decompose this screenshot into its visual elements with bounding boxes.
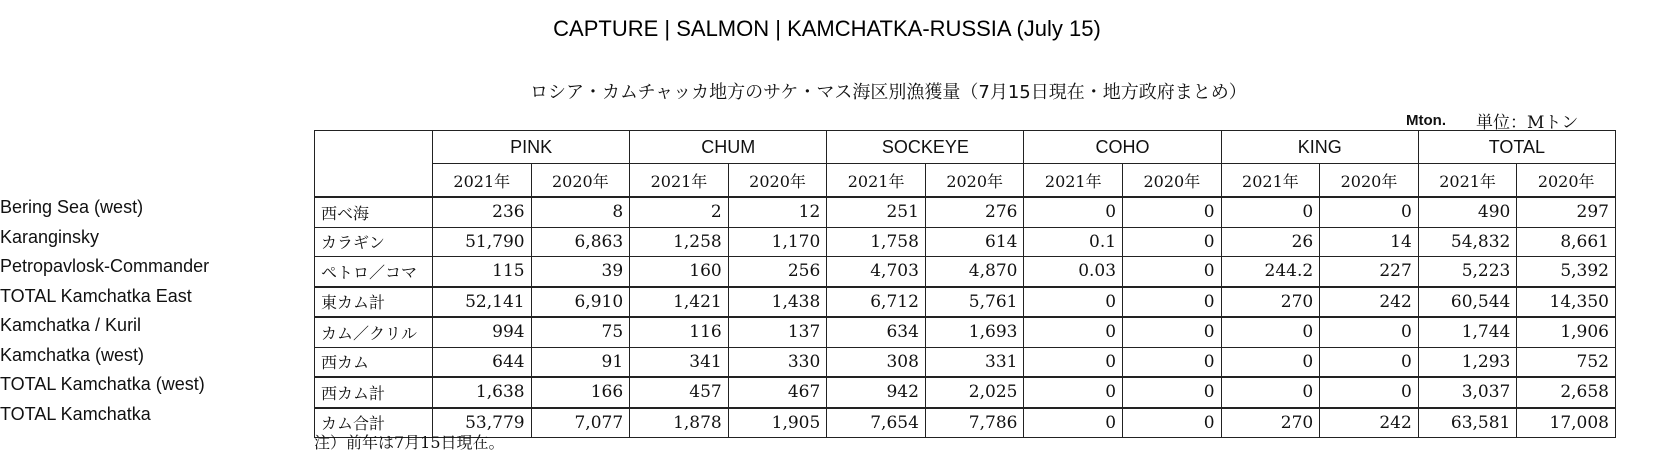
table-cell: 270: [1221, 287, 1320, 318]
species-header-sockeye: SOCKEYE: [827, 131, 1024, 164]
table-row: [315, 257, 1616, 287]
table-cell: 4,870: [925, 257, 1024, 287]
row-label-en: TOTAL Kamchatka: [0, 403, 151, 424]
table-cell: 7,786: [925, 408, 1024, 438]
year-header: 2020年: [531, 164, 630, 198]
table-cell: 251: [827, 197, 926, 227]
table-cell: 1,170: [728, 227, 827, 257]
table-row: [315, 347, 1616, 377]
year-header: 2021年: [1418, 164, 1517, 198]
table-cell: 1,905: [728, 408, 827, 438]
table-cell: 0: [1320, 347, 1419, 377]
year-header-row: [315, 164, 1616, 198]
table-cell: 14,350: [1517, 287, 1616, 318]
table-cell: 0: [1221, 317, 1320, 347]
table-cell: 0: [1024, 197, 1123, 227]
table-cell: 51,790: [433, 227, 532, 257]
unit-label-jp: 単位：Mトン: [1476, 113, 1579, 133]
table-cell: 17,008: [1517, 408, 1616, 438]
table-row: [315, 287, 1616, 318]
table-cell: 752: [1517, 347, 1616, 377]
row-label-jp: ペトロ／コマ: [315, 257, 433, 287]
table-cell: 0: [1123, 287, 1222, 318]
table-cell: 91: [531, 347, 630, 377]
table-row: [315, 197, 1616, 227]
year-header: 2021年: [630, 164, 729, 198]
table-row: [315, 408, 1616, 438]
table-cell: 0: [1221, 377, 1320, 408]
table-cell: 53,779: [433, 408, 532, 438]
table-cell: 2,658: [1517, 377, 1616, 408]
table-body: [315, 197, 1616, 438]
table-cell: 1,421: [630, 287, 729, 318]
footnote: 注）前年は7月15日現在。: [314, 433, 505, 452]
catch-table: [314, 130, 1616, 438]
table-cell: 1,878: [630, 408, 729, 438]
table-cell: 6,910: [531, 287, 630, 318]
table-cell: 0: [1320, 197, 1419, 227]
table-cell: 341: [630, 347, 729, 377]
corner-cell: [315, 131, 433, 198]
table-cell: 297: [1517, 197, 1616, 227]
table-cell: 457: [630, 377, 729, 408]
table-cell: 942: [827, 377, 926, 408]
table-cell: 0: [1024, 408, 1123, 438]
table-cell: 0: [1221, 197, 1320, 227]
table-cell: 0: [1320, 377, 1419, 408]
table-cell: 7,654: [827, 408, 926, 438]
species-header-row: [315, 131, 1616, 164]
row-label-jp: カム／クリル: [315, 317, 433, 347]
year-header: 2021年: [827, 164, 926, 198]
table-cell: 8: [531, 197, 630, 227]
year-header: 2021年: [1221, 164, 1320, 198]
table-cell: 5,223: [1418, 257, 1517, 287]
table-cell: 1,693: [925, 317, 1024, 347]
species-header-coho: COHO: [1024, 131, 1221, 164]
table-cell: 644: [433, 347, 532, 377]
table-cell: 160: [630, 257, 729, 287]
table-cell: 1,438: [728, 287, 827, 318]
table-cell: 0.03: [1024, 257, 1123, 287]
row-label-en: Bering Sea (west): [0, 197, 144, 217]
table-cell: 244.2: [1221, 257, 1320, 287]
species-header-pink: PINK: [433, 131, 630, 164]
row-label-jp: カム合計: [315, 408, 433, 438]
row-label-en: Karanginsky: [0, 226, 100, 247]
table-cell: 242: [1320, 287, 1419, 318]
table-cell: 0: [1024, 317, 1123, 347]
table-cell: 60,544: [1418, 287, 1517, 318]
table-cell: 0: [1024, 377, 1123, 408]
table-cell: 0: [1123, 347, 1222, 377]
table-cell: 0: [1123, 257, 1222, 287]
table-cell: 75: [531, 317, 630, 347]
table-cell: 63,581: [1418, 408, 1517, 438]
table-cell: 7,077: [531, 408, 630, 438]
table-cell: 0: [1123, 377, 1222, 408]
table-cell: 490: [1418, 197, 1517, 227]
table-cell: 2: [630, 197, 729, 227]
table-cell: 137: [728, 317, 827, 347]
table-cell: 166: [531, 377, 630, 408]
table-cell: 0: [1123, 227, 1222, 257]
table-cell: 1,906: [1517, 317, 1616, 347]
row-label-en: Kamchatka / Kuril: [0, 315, 142, 335]
table-cell: 115: [433, 257, 532, 287]
row-label-en: Kamchatka (west): [0, 344, 145, 365]
table-cell: 242: [1320, 408, 1419, 438]
table-cell: 1,258: [630, 227, 729, 257]
table-cell: 5,761: [925, 287, 1024, 318]
table-cell: 0: [1320, 317, 1419, 347]
table-cell: 6,863: [531, 227, 630, 257]
table-cell: 3,037: [1418, 377, 1517, 408]
table-cell: 0: [1221, 347, 1320, 377]
table-cell: 227: [1320, 257, 1419, 287]
table-cell: 276: [925, 197, 1024, 227]
table-row: [315, 377, 1616, 408]
unit-label-en: Mton.: [1406, 112, 1446, 129]
table-cell: 0.1: [1024, 227, 1123, 257]
table-cell: 2,025: [925, 377, 1024, 408]
table-cell: 467: [728, 377, 827, 408]
table-cell: 1,638: [433, 377, 532, 408]
row-label-jp: 東カム計: [315, 287, 433, 318]
table-cell: 614: [925, 227, 1024, 257]
table-row: [315, 317, 1616, 347]
table-row: [315, 227, 1616, 257]
row-label-en: TOTAL Kamchatka (west): [0, 374, 205, 394]
row-labels-en: [0, 193, 300, 429]
page-title: CAPTURE | SALMON | KAMCHATKA-RUSSIA (July 15): [553, 16, 1101, 41]
table-cell: 0: [1123, 408, 1222, 438]
table-cell: 236: [433, 197, 532, 227]
table-cell: 1,758: [827, 227, 926, 257]
row-label-jp: 西カム: [315, 347, 433, 377]
row-label-en: TOTAL Kamchatka East: [0, 285, 192, 306]
table-cell: 52,141: [433, 287, 532, 318]
row-label-jp: カラギン: [315, 227, 433, 257]
table-cell: 256: [728, 257, 827, 287]
table-cell: 116: [630, 317, 729, 347]
species-header-total: TOTAL: [1418, 131, 1615, 164]
table-cell: 14: [1320, 227, 1419, 257]
row-label-en: Petropavlosk-Commander: [0, 256, 210, 276]
species-header-king: KING: [1221, 131, 1418, 164]
table-cell: 6,712: [827, 287, 926, 318]
table-cell: 26: [1221, 227, 1320, 257]
year-header: 2020年: [1123, 164, 1222, 198]
table-cell: 0: [1024, 347, 1123, 377]
table-cell: 1,744: [1418, 317, 1517, 347]
year-header: 2020年: [1517, 164, 1616, 198]
year-header: 2021年: [1024, 164, 1123, 198]
table-cell: 0: [1123, 197, 1222, 227]
table-cell: 634: [827, 317, 926, 347]
table-cell: 1,293: [1418, 347, 1517, 377]
table-cell: 12: [728, 197, 827, 227]
year-header: 2020年: [728, 164, 827, 198]
table-title-jp: ロシア・カムチャッカ地方のサケ・マス海区別漁獲量（7月15日現在・地方政府まとめ）: [530, 82, 1247, 103]
table-cell: 308: [827, 347, 926, 377]
table-cell: 0: [1123, 317, 1222, 347]
year-header: 2020年: [925, 164, 1024, 198]
table-cell: 8,661: [1517, 227, 1616, 257]
row-label-jp: 西ベ海: [315, 197, 433, 227]
row-label-jp: 西カム計: [315, 377, 433, 408]
table-cell: 4,703: [827, 257, 926, 287]
year-header: 2021年: [433, 164, 532, 198]
table-cell: 39: [531, 257, 630, 287]
table-cell: 270: [1221, 408, 1320, 438]
table-cell: 5,392: [1517, 257, 1616, 287]
species-header-chum: CHUM: [630, 131, 827, 164]
table-cell: 331: [925, 347, 1024, 377]
table-cell: 0: [1024, 287, 1123, 318]
table-cell: 54,832: [1418, 227, 1517, 257]
year-header: 2020年: [1320, 164, 1419, 198]
table-cell: 330: [728, 347, 827, 377]
table-cell: 994: [433, 317, 532, 347]
